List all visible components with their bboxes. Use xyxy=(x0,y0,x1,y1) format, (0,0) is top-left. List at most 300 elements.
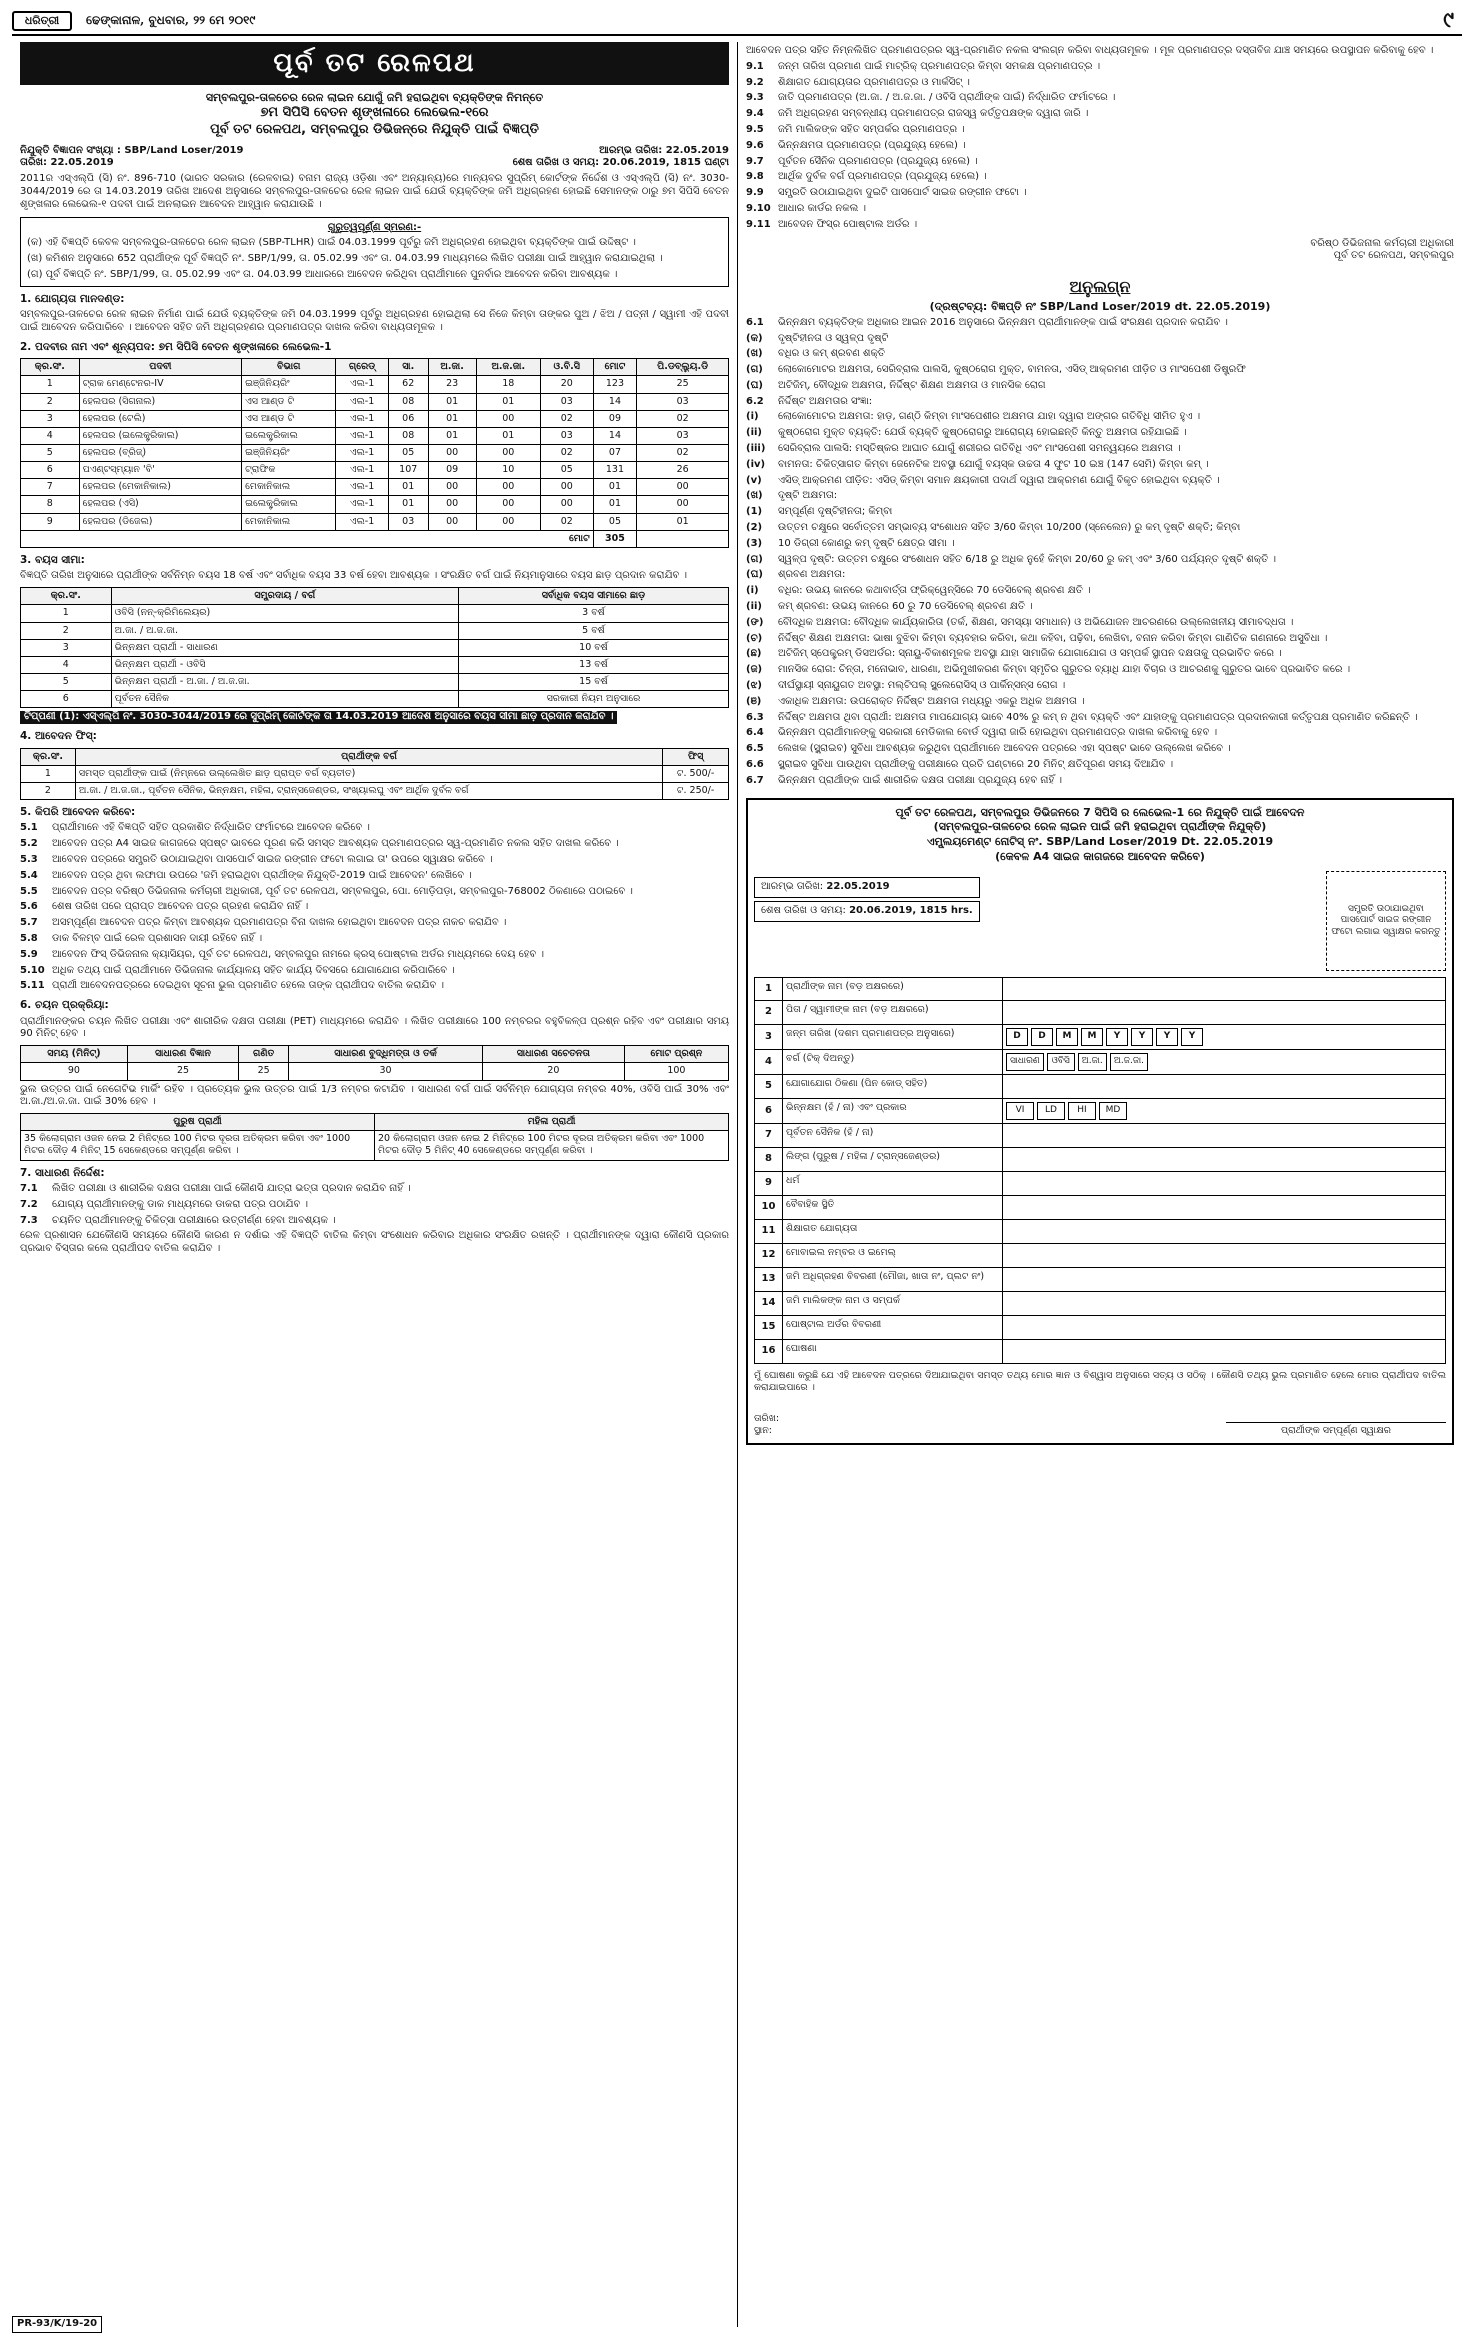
list-item-text: ଲୋକୋମୋଟର ଅକ୍ଷମତା, ସେରିବ୍ରାଲ ପାଲସି, କୁଷ୍ଠରୋଗ ମୁକ୍ତ, ବାମନତା, ଏସିଡ୍ ଆକ୍ରମଣ ପୀଡ଼ିତ ଓ ମାଂସପେଶୀ ଡିଷ୍ଟ୍ରଫି xyxy=(778,364,1246,376)
table-cell: 4 xyxy=(21,427,80,444)
form-close-date-box: ଶେଷ ତାରିଖ ଓ ସମୟ: 20.06.2019, 1815 hrs. xyxy=(754,901,980,922)
general-paragraph: ରେଳ ପ୍ରଶାସନ ଯେକୌଣସି ସମୟରେ କୌଣସି କାରଣ ନ ଦର୍ଶାଇ ଏହି ବିଜ୍ଞପ୍ତି ବାତିଲ କିମ୍ବା ସଂଶୋଧନ କରିବାର ଅଧିକାର ସଂରକ୍ଷିତ ରଖନ୍ତି । ପ୍ରାର୍ଥୀମାନଙ୍କ ଦ୍ୱାରା କୌଣସି ପ୍ରକାର ପ୍ରଭାବ ବିସ୍ତାର କଲେ ପ୍ରାର୍ଥୀପଦ ବାତିଲ କରାଯିବ । xyxy=(20,1230,729,1255)
table-cell: 20 xyxy=(540,376,593,393)
list-item-text: ସେରିବ୍ରାଲ ପାଲସି: ମସ୍ତିଷ୍କର ଆଘାତ ଯୋଗୁଁ ଶରୀରର ଗତିବିଧି ଏବଂ ମାଂସପେଶୀ ସମନ୍ୱୟରେ ଅକ୍ଷମତା । xyxy=(778,443,1181,455)
list-item-text: ଆବେଦନ ଫିସ୍ ଡିଭିଜନାଲ କ୍ୟାସିୟର, ପୂର୍ବ ତଟ ରେଳପଥ, ସମ୍ବଲପୁର ନାମରେ କ୍ରସ୍ ପୋଷ୍ଟାଲ ଅର୍ଡର ମାଧ୍ୟମରେ ଦେୟ ହେବ । xyxy=(52,948,545,960)
form-row xyxy=(754,1075,1446,1099)
annexure-list xyxy=(746,317,1454,788)
form-row-number: 15 xyxy=(755,1316,783,1339)
dob-cell: M xyxy=(1081,1028,1103,1046)
list-item xyxy=(746,680,1454,693)
list-item-text: ଶେଷ ତାରିଖ ପରେ ପ୍ରାପ୍ତ ଆବେଦନ ପତ୍ର ଗ୍ରହଣ କରାଯିବ ନାହିଁ । xyxy=(52,901,309,913)
list-item-number: (v) xyxy=(746,474,762,486)
section-age-text: ବିଜ୍ଞପ୍ତି ତାରିଖ ଅନୁସାରେ ପ୍ରାର୍ଥୀଙ୍କ ସର୍ବନିମ୍ନ ବୟସ 18 ବର୍ଷ ଏବଂ ସର୍ବାଧିକ ବୟସ 33 ବର୍ଷ ହେବା ଆବଶ୍ୟକ । ସଂରକ୍ଷିତ ବର୍ଗ ପାଇଁ ନିୟମାନୁସାରେ ବୟସ ଛାଡ଼ ପ୍ରଦାନ କରାଯିବ । xyxy=(20,570,688,582)
form-row-label: ଜମି ମାଲିକଙ୍କ ନାମ ଓ ସମ୍ପର୍କ xyxy=(783,1292,1003,1315)
list-item-number: 5.1 xyxy=(20,822,38,834)
form-row-value[interactable] xyxy=(1003,1172,1445,1195)
table-cell: 6 xyxy=(21,691,112,708)
list-item-number: (ଘ) xyxy=(746,379,763,391)
form-row-label: ବୈବାହିକ ସ୍ଥିତି xyxy=(783,1196,1003,1219)
table-cell: 09 xyxy=(593,410,637,427)
table-cell: ହେଲପର (ଟେଲି) xyxy=(79,410,242,427)
table-cell: 00 xyxy=(476,513,540,530)
table-total-value: 305 xyxy=(593,530,637,547)
table-cell: ଏଲ-1 xyxy=(336,393,389,410)
list-item-number: (ii) xyxy=(746,427,762,439)
form-row-number: 16 xyxy=(755,1340,783,1363)
form-row-value[interactable] xyxy=(1003,1292,1445,1315)
table-cell: 5 xyxy=(21,445,80,462)
table-row xyxy=(21,673,729,690)
dob-cell: D xyxy=(1006,1028,1028,1046)
list-item-number: 6.3 xyxy=(746,711,764,723)
documents-list xyxy=(746,61,1454,232)
list-item xyxy=(20,822,729,835)
list-item xyxy=(20,854,729,867)
important-item: (ଗ) ପୂର୍ବ ବିଜ୍ଞପ୍ତି ନଂ. SBP/1/99, ତା. 05.02.99 ଏବଂ ତା. 04.03.99 ଆଧାରରେ ଆବେଦନ କରିଥିବା ପ୍ରାର୍ଥୀମାନେ ପୁନର୍ବାର ଆବେଦନ କରିବା ଆବଶ୍ୟକ । xyxy=(27,268,618,280)
table-cell: 2 xyxy=(21,393,80,410)
table-cell: 13 ବର୍ଷ xyxy=(458,656,728,673)
signoff xyxy=(746,238,1454,264)
form-row-number: 4 xyxy=(755,1050,783,1074)
table-cell: ଇଲେକ୍ଟ୍ରିକାଲ xyxy=(242,496,336,513)
table-cell: ପୂର୍ବତନ ସୈନିକ xyxy=(111,691,458,708)
table-cell: ଟ. 250/- xyxy=(663,782,729,799)
table-cell: 3 xyxy=(21,410,80,427)
section-selection-text: ପ୍ରାର୍ଥୀମାନଙ୍କର ଚୟନ ଲିଖିତ ପରୀକ୍ଷା ଏବଂ ଶାରୀରିକ ଦକ୍ଷତା ପରୀକ୍ଷା (PET) ମାଧ୍ୟମରେ କରାଯିବ । ଲିଖିତ ପରୀକ୍ଷାରେ 100 ନମ୍ବରର ବହୁବିକଳ୍ପ ପ୍ରଶ୍ନ ରହିବ ଏବଂ ପରୀକ୍ଷାର ସମୟ 90 ମିନିଟ୍ ହେବ । xyxy=(20,1015,729,1040)
list-item-number: (2) xyxy=(746,522,763,534)
list-item xyxy=(746,601,1454,614)
list-item xyxy=(746,569,1454,582)
table-cell: ଭିନ୍ନକ୍ଷମ ପ୍ରାର୍ଥୀ - ଅ.ଜା. / ଅ.ଜ.ଜା. xyxy=(111,673,458,690)
list-item xyxy=(746,203,1454,216)
form-header xyxy=(754,806,1446,865)
table-cell: ମେକାନିକାଲ xyxy=(242,513,336,530)
table-cell: 25 xyxy=(239,1063,289,1080)
list-item xyxy=(746,696,1454,709)
table-cell: 4 xyxy=(21,656,112,673)
list-item-number: (ଖ) xyxy=(746,490,763,502)
table-cell: ଭିନ୍ନକ୍ଷମ ପ୍ରାର୍ଥୀ - ଓବିସି xyxy=(111,656,458,673)
list-item xyxy=(20,917,729,930)
table-cell: 06 xyxy=(388,410,428,427)
list-item xyxy=(746,648,1454,661)
form-row xyxy=(754,1001,1446,1025)
list-item xyxy=(746,743,1454,756)
table-cell: 5 ବର୍ଷ xyxy=(458,622,728,639)
table-cell: 8 xyxy=(21,496,80,513)
form-row xyxy=(754,1172,1446,1196)
form-row-number: 11 xyxy=(755,1220,783,1243)
table-cell: 05 xyxy=(388,445,428,462)
notice-intro: 2011ର ଏସ୍‌ଏଲ୍‌ପି (ସି) ନଂ. 896-710 (ଭାରତ ସରକାର (ରେଳବାଇ) ବନାମ ରାଜ୍ୟ ଓଡ଼ିଶା ଏବଂ ଅନ୍ୟାନ୍ୟ)ରେ ମାନ୍ୟବର ସୁପ୍ରିମ୍ କୋର୍ଟଙ୍କ ନିର୍ଦ୍ଦେଶ ଓ ଏସ୍‌ଏଲ୍‌ପି (ସି) ନଂ. 3030-3044/2019 ରେ ତା 14.03.2019 ତାରିଖ ଆଦେଶ ଅନୁସାରେ ସମ୍ବଲପୁର-ତାଳଚେର ରେଳ ଲାଇନ ପାଇଁ ଯେଉଁ ବ୍ୟକ୍ତିଙ୍କ ଜମି ଅଧିଗ୍ରହଣ ହୋଇଛି ସେମାନଙ୍କ ଠାରୁ ୭ମ ସିପିସି ବେତନ ଶୃଙ୍ଖଳାର ଲେଭେଲ-୧ ପଦବୀ ପାଇଁ ଅନଲାଇନ ଆବେଦନ ଆହ୍ୱାନ କରାଯାଉଛି । xyxy=(20,173,729,210)
table-cell: 02 xyxy=(637,445,729,462)
list-item xyxy=(746,411,1454,424)
list-item-text: ଉତ୍ତମ ଚକ୍ଷୁରେ ସର୍ବୋତ୍ତମ ସମ୍ଭାବ୍ୟ ସଂଶୋଧନ ସହିତ 3/60 କିମ୍ବା 10/200 (ସ୍ନେଲେନ) ରୁ କମ୍ ଦୃଷ୍ଟି ଶକ୍ତି; କିମ୍ବା xyxy=(778,522,1241,534)
annexure-subtitle: (ଦ୍ରଷ୍ଟବ୍ୟ: ବିଜ୍ଞପ୍ତି ନଂ SBP/Land Loser/2019 dt. 22.05.2019) xyxy=(929,299,1271,313)
list-item-number: (i) xyxy=(746,585,759,597)
list-item-text: ମାନସିକ ରୋଗ: ଚିନ୍ତା, ମନୋଭାବ, ଧାରଣା, ଅଭିମୁଖୀକରଣ କିମ୍ବା ସ୍ମୃତିର ଗୁରୁତର ବ୍ୟାଧି ଯାହା ବିଚାର ଓ ଆଚରଣକୁ ଗୁରୁତର ଭାବେ ପ୍ରଭାବିତ କରେ । xyxy=(778,664,1351,676)
release-code: PR-93/K/19-20 xyxy=(12,2316,102,2333)
form-row xyxy=(754,977,1446,1001)
notification-number: ନିଯୁକ୍ତି ବିଜ୍ଞାପନ ସଂଖ୍ୟା : SBP/Land Loser/2019 xyxy=(20,144,244,156)
annexure-title: ଅନୁଲଗ୍ନ xyxy=(1069,277,1131,297)
dob-cell: Y xyxy=(1106,1028,1128,1046)
table-cell: 07 xyxy=(593,445,637,462)
list-item-text: ଆବେଦନ ପତ୍ର A4 ସାଇଜ କାଗଜରେ ସ୍ପଷ୍ଟ ଭାବରେ ପୂରଣ କରି ସମସ୍ତ ଆବଶ୍ୟକ ପ୍ରମାଣପତ୍ରର ସ୍ୱ-ପ୍ରମାଣିତ ନକଲ ସହିତ ଦାଖଲ କରିବେ । xyxy=(52,838,619,850)
important-title: ଗୁରୁତ୍ୱପୂର୍ଣ୍ଣ ସ୍ମରଣ:- xyxy=(327,221,422,233)
table-cell: 10 xyxy=(476,462,540,479)
notice-subhead-2: ୭ମ ସିପିସି ବେତନ ଶୃଙ୍ଖଳାରେ ଲେଭେଲ-୧ରେ xyxy=(260,105,489,121)
list-item-text: ଆର୍ଥିକ ଦୁର୍ବଳ ବର୍ଗ ପ୍ରମାଣପତ୍ର (ପ୍ରଯୁଜ୍ୟ ହେଲେ) । xyxy=(778,171,987,183)
form-row-value[interactable] xyxy=(1003,1099,1445,1123)
list-item-text: ସମ୍ପ୍ରତି ଉଠାଯାଇଥିବା ଦୁଇଟି ପାସପୋର୍ଟ ସାଇଜ ରଙ୍ଗୀନ ଫଟୋ । xyxy=(778,187,1027,199)
table-row xyxy=(21,639,729,656)
table-header-cell: କ୍ର.ସଂ. xyxy=(21,748,76,765)
table-cell: 00 xyxy=(637,496,729,513)
list-item-text: ଯୋଗ୍ୟ ପ୍ରାର୍ଥୀମାନଙ୍କୁ ଡାକ ମାଧ୍ୟମରେ ଡାକରା ପତ୍ର ପଠାଯିବ । xyxy=(52,1198,308,1210)
list-item xyxy=(746,219,1454,232)
table-cell: ଏଲ-1 xyxy=(336,513,389,530)
list-item xyxy=(746,490,1454,503)
list-item-number: 5.7 xyxy=(20,917,38,929)
list-item xyxy=(746,140,1454,153)
form-row-value[interactable] xyxy=(1003,1244,1445,1267)
table-cell: ମେକାନିକାଲ xyxy=(242,479,336,496)
table-cell: 7 xyxy=(21,479,80,496)
list-item-number: (ଙ) xyxy=(746,616,764,628)
table-cell: ହେଲପର (ଏସି) xyxy=(79,496,242,513)
table-cell: ଟ. 500/- xyxy=(663,765,729,782)
important-list xyxy=(27,237,722,281)
list-item-text: ଲେଖକ (ସ୍କ୍ରାଇବ) ସୁବିଧା ଆବଶ୍ୟକ କରୁଥିବା ପ୍ରାର୍ଥୀମାନେ ଆବେଦନ ପତ୍ରରେ ଏହା ସ୍ପଷ୍ଟ ଭାବେ ଉଲ୍ଲେଖ କରିବେ । xyxy=(778,743,1231,755)
list-item xyxy=(746,775,1454,788)
list-item-number: 6.4 xyxy=(746,727,764,739)
form-date-label: ତାରିଖ: xyxy=(754,1413,780,1425)
table-cell: ଭିନ୍ନକ୍ଷମ ପ୍ରାର୍ଥୀ - ସାଧାରଣ xyxy=(111,639,458,656)
table-cell: 00 xyxy=(428,513,476,530)
notice-meta xyxy=(20,145,729,171)
table-header-cell: ପି.ଡବ୍ଲ୍ୟୁ.ଡି xyxy=(637,359,729,376)
form-row-number: 5 xyxy=(755,1075,783,1098)
table-cell: 08 xyxy=(388,393,428,410)
list-item-text: ଦୀର୍ଘସ୍ଥାୟୀ ସ୍ନାୟୁଗତ ଅବସ୍ଥା: ମଲ୍ଟିପଲ୍ ସ୍କ୍ଲେରୋସିସ୍ ଓ ପାର୍କିନ୍‌ସନ୍ସ ରୋଗ । xyxy=(778,680,1066,692)
list-item-number: (iii) xyxy=(746,443,766,455)
list-item xyxy=(746,475,1454,488)
table-header-cell: ସାଧାରଣ ସଚେତନତା xyxy=(482,1046,624,1063)
list-item-text: ସମ୍ପୂର୍ଣ୍ଣ ଦୃଷ୍ଟିହୀନତା; କିମ୍ବା xyxy=(778,506,893,518)
form-row xyxy=(754,1148,1446,1172)
table-cell: ହେଲପର (ଡିଜେଲ) xyxy=(79,513,242,530)
table-row xyxy=(21,427,729,444)
list-item-number: 6.1 xyxy=(746,316,764,328)
list-item-number: 9.1 xyxy=(746,60,764,72)
table-cell: ଟ୍ରାକ ମେଣ୍ଟେନର-IV xyxy=(79,376,242,393)
signoff-designation: ବରିଷ୍ଠ ଡିଭିଜନାଲ କର୍ମଚାରୀ ଅଧିକାରୀ xyxy=(1310,237,1454,249)
list-item-number: (3) xyxy=(746,537,763,549)
list-item-number: 9.8 xyxy=(746,171,764,183)
form-row-label: ପ୍ରାର୍ଥୀଙ୍କ ନାମ (ବଡ଼ ଅକ୍ଷରରେ) xyxy=(783,978,1003,1000)
table-cell: 15 ବର୍ଷ xyxy=(458,673,728,690)
list-item xyxy=(746,617,1454,630)
list-item-text: ଆବେଦନ ଫିସ୍‌ର ପୋଷ୍ଟାଲ ଅର୍ଡର । xyxy=(778,218,918,230)
section-eligibility-title: 1. ଯୋଗ୍ୟତା ମାନଦଣ୍ଡ: xyxy=(20,292,125,305)
form-row-value[interactable] xyxy=(1003,1220,1445,1243)
table-cell: ଇଞ୍ଜିନିୟରିଂ xyxy=(242,376,336,393)
form-row-value[interactable] xyxy=(1003,1196,1445,1219)
form-row xyxy=(754,1340,1446,1364)
form-row xyxy=(754,1244,1446,1268)
table-row xyxy=(21,410,729,427)
form-row xyxy=(754,1268,1446,1292)
form-row-label: ଘୋଷଣା xyxy=(783,1340,1003,1363)
table-cell: 05 xyxy=(540,462,593,479)
list-item xyxy=(746,443,1454,456)
list-item xyxy=(20,933,729,946)
table-cell: 00 xyxy=(476,479,540,496)
list-item xyxy=(746,712,1454,725)
notice-date: ତାରିଖ: 22.05.2019 xyxy=(20,157,114,169)
table-row xyxy=(21,765,729,782)
form-row-label: ଲିଙ୍ଗ (ପୁରୁଷ / ମହିଳା / ଟ୍ରାନ୍ସଜେଣ୍ଡର) xyxy=(783,1148,1003,1171)
table-row xyxy=(21,605,729,622)
form-row-value[interactable] xyxy=(1003,1340,1445,1363)
list-item-number: (ଚ) xyxy=(746,632,763,644)
table-cell: 01 xyxy=(388,479,428,496)
pwd-type-checkbox: MD xyxy=(1099,1102,1127,1120)
table-row xyxy=(21,462,729,479)
list-item xyxy=(746,554,1454,567)
list-item-text: ବଧିର ଓ କମ୍ ଶ୍ରବଣ ଶକ୍ତି xyxy=(778,348,886,360)
form-row-label: ଜମି ଅଧିଗ୍ରହଣ ବିବରଣୀ (ମୌଜା, ଖାତା ନଂ, ପ୍ଲଟ ନଂ) xyxy=(783,1268,1003,1291)
list-item-number: 9.2 xyxy=(746,76,764,88)
form-row-value[interactable] xyxy=(1003,1268,1445,1291)
form-row xyxy=(754,1196,1446,1220)
table-cell: 01 xyxy=(476,427,540,444)
dob-cell: D xyxy=(1031,1028,1053,1046)
list-item-text: ନିର୍ଦ୍ଦିଷ୍ଟ ଅକ୍ଷମତା ଥିବା ପ୍ରାର୍ଥୀ: ଅକ୍ଷମତା ମାପଯୋଗ୍ୟ ଭାବେ 40% ରୁ କମ୍ ନ ଥିବା ବ୍ୟକ୍ତି ଏବଂ ଯାହାଙ୍କୁ ପ୍ରମାଣପତ୍ର ପ୍ରଦାନକାରୀ କର୍ତ୍ତୃପକ୍ଷ ପ୍ରମାଣିତ କରିଛନ୍ତି । xyxy=(778,711,1418,723)
form-row-number: 14 xyxy=(755,1292,783,1315)
section-vacancy-title: 2. ପଦବୀର ନାମ ଏବଂ ଶୂନ୍ୟପଦ: ୭ମ ସିପିସି ବେତନ ଶୃଙ୍ଖଳାରେ ଲେଭେଲ-1 xyxy=(20,340,332,353)
section-howto-title: 5. କିପରି ଆବେଦନ କରିବେ: xyxy=(20,805,136,818)
table-row xyxy=(21,496,729,513)
dob-cell: Y xyxy=(1181,1028,1203,1046)
table-header-cell: ପ୍ରାର୍ଥୀଙ୍କ ବର୍ଗ xyxy=(75,748,662,765)
photo-box[interactable]: ସମ୍ପ୍ରତି ଉଠାଯାଇଥିବା ପାସପୋର୍ଟ ସାଇଜ ରଙ୍ଗୀନ ଫଟୋ ଲଗାଇ ସ୍ୱାକ୍ଷର କରନ୍ତୁ xyxy=(1326,871,1446,971)
pwd-type-checkbox: VI xyxy=(1006,1102,1034,1120)
table-row xyxy=(21,622,729,639)
list-item-number: 9.7 xyxy=(746,155,764,167)
form-open-date-box: ଆରମ୍ଭ ତାରିଖ: 22.05.2019 xyxy=(754,877,980,898)
form-row-value[interactable] xyxy=(1003,1075,1445,1098)
table-cell: 90 xyxy=(21,1063,128,1080)
table-cell: 100 xyxy=(624,1063,728,1080)
vacancy-table xyxy=(20,358,729,548)
form-row-number: 6 xyxy=(755,1099,783,1123)
table-header-cell: ମହିଳା ପ୍ରାର୍ଥୀ xyxy=(375,1114,729,1131)
table-cell: 05 xyxy=(593,513,637,530)
list-item-text: ଶିକ୍ଷାଗତ ଯୋଗ୍ୟତାର ପ୍ରମାଣପତ୍ର ଓ ମାର୍କସିଟ୍ । xyxy=(778,76,970,88)
list-item-number: (i) xyxy=(746,411,759,423)
list-item-number: (ଗ) xyxy=(746,364,763,376)
table-cell: 01 xyxy=(428,393,476,410)
form-row-number: 9 xyxy=(755,1172,783,1195)
list-item xyxy=(746,77,1454,90)
list-item-text: ଆବେଦନ ପତ୍ରରେ ସମ୍ପ୍ରତି ଉଠାଯାଇଥିବା ପାସପୋର୍ଟ ସାଇଜ ରଙ୍ଗୀନ ଫଟୋ ଲଗାଇ ତା' ଉପରେ ସ୍ୱାକ୍ଷର କରିବେ । xyxy=(52,854,493,866)
table-cell: 3 xyxy=(21,639,112,656)
list-item-number: 9.3 xyxy=(746,92,764,104)
list-item xyxy=(746,333,1454,346)
table-row xyxy=(21,656,729,673)
form-row xyxy=(754,1124,1446,1148)
list-item-text: ଆଧାର କାର୍ଡର ନକଲ । xyxy=(778,202,866,214)
table-cell: 1 xyxy=(21,765,76,782)
declaration-text: ମୁଁ ଘୋଷଣା କରୁଛି ଯେ ଏହି ଆବେଦନ ପତ୍ରରେ ଦିଆଯାଇଥିବା ସମସ୍ତ ତଥ୍ୟ ମୋର ଜ୍ଞାନ ଓ ବିଶ୍ୱାସ ଅନୁସାରେ ସତ୍ୟ ଓ ସଠିକ୍ । କୌଣସି ତଥ୍ୟ ଭୁଲ ପ୍ରମାଣିତ ହେଲେ ମୋର ପ୍ରାର୍ଥୀପଦ ବାତିଲ କରାଯାଇପାରେ । xyxy=(754,1369,1446,1394)
list-item xyxy=(746,459,1454,472)
notice-banner: ପୂର୍ବ ତଟ ରେଳପଥ xyxy=(20,42,729,85)
signoff-office: ପୂର୍ବ ତଟ ରେଳପଥ, ସମ୍ବଲପୁର xyxy=(1333,250,1454,262)
table-cell: 2 xyxy=(21,622,112,639)
table-cell: 14 xyxy=(593,393,637,410)
table-cell: 03 xyxy=(540,393,593,410)
list-item-text: ଜମି ମାଲିକଙ୍କ ସହିତ ସମ୍ପର୍କର ପ୍ରମାଣପତ୍ର । xyxy=(778,123,965,135)
list-item-text: କମ୍ ଶ୍ରବଣ: ଉଭୟ କାନରେ 60 ରୁ 70 ଡେସିବେଲ୍ ଶ୍ରବଣ କ୍ଷତି । xyxy=(778,601,1033,613)
table-cell: 2 xyxy=(21,782,76,799)
list-item-text: ଜନ୍ମ ତାରିଖ ପ୍ରମାଣ ପାଇଁ ମାଟ୍ରିକ୍ ପ୍ରମାଣପତ୍ର କିମ୍ବା ସମକକ୍ଷ ପ୍ରମାଣପତ୍ର । xyxy=(778,60,1101,72)
form-row-value[interactable] xyxy=(1003,1001,1445,1024)
form-row-number: 1 xyxy=(755,978,783,1000)
exam-pattern-table xyxy=(20,1045,729,1080)
table-cell: ହେଲପର (ବ୍ରିଜ୍) xyxy=(79,445,242,462)
list-item-text: ନିର୍ଦ୍ଦିଷ୍ଟ ଶିକ୍ଷଣ ଅକ୍ଷମତା: ଭାଷା ବୁଝିବା କିମ୍ବା ବ୍ୟବହାର କରିବା, କଥା କହିବା, ପଢ଼ିବା, ଲେଖିବା, ବନାନ କରିବା କିମ୍ବା ଗାଣିତିକ ଗଣନାରେ ଅସୁବିଧା । xyxy=(778,632,1328,644)
table-cell: 00 xyxy=(540,496,593,513)
table-header-cell: ଅ.ଜ.ଜା. xyxy=(476,359,540,376)
table-cell: 01 xyxy=(593,496,637,513)
list-item xyxy=(20,1215,729,1228)
list-item xyxy=(746,348,1454,361)
pet-table xyxy=(20,1113,729,1160)
section-age-title: 3. ବୟସ ସୀମା: xyxy=(20,553,85,566)
list-item xyxy=(746,727,1454,740)
form-row-number: 8 xyxy=(755,1148,783,1171)
form-row xyxy=(754,1050,1446,1075)
form-row-value[interactable] xyxy=(1003,1050,1445,1074)
list-item xyxy=(746,759,1454,772)
table-cell: 3 ବର୍ଷ xyxy=(458,605,728,622)
form-row-value[interactable] xyxy=(1003,1124,1445,1147)
form-row-value[interactable] xyxy=(1003,978,1445,1000)
list-item-number: 5.9 xyxy=(20,948,38,960)
table-cell: 00 xyxy=(476,445,540,462)
list-item-number: 5.5 xyxy=(20,885,38,897)
form-row-value[interactable] xyxy=(1003,1148,1445,1171)
signature-line[interactable]: ପ୍ରାର୍ଥୀଙ୍କ ସମ୍ପୂର୍ଣ୍ଣ ସ୍ୱାକ୍ଷର xyxy=(1226,1422,1446,1437)
newspaper-logo: ଧରିତ୍ରୀ xyxy=(12,11,72,31)
list-item-number: 9.10 xyxy=(746,202,771,214)
list-item-number: 6.2 xyxy=(746,395,764,407)
list-item-text: ପ୍ରାର୍ଥୀ ଆବେଦନପତ୍ରରେ ଦେଇଥିବା ସୂଚନା ଭୁଲ ପ୍ରମାଣିତ ହେଲେ ତାଙ୍କ ପ୍ରାର୍ଥୀପଦ ବାତିଲ କରାଯିବ । xyxy=(52,980,444,992)
table-cell: 00 xyxy=(637,479,729,496)
list-item xyxy=(746,427,1454,440)
list-item-number: 6.6 xyxy=(746,759,764,771)
form-row-label: ଧର୍ମ xyxy=(783,1172,1003,1195)
table-row xyxy=(21,445,729,462)
application-form xyxy=(746,798,1454,1446)
table-header-cell: ସାଧାରଣ ବିଜ୍ଞାନ xyxy=(127,1046,238,1063)
list-item xyxy=(20,886,729,899)
list-item-number: 9.5 xyxy=(746,123,764,135)
list-item xyxy=(20,1199,729,1212)
form-row-label: ଜନ୍ମ ତାରିଖ (ଦଶମ ପ୍ରମାଣପତ୍ର ଅନୁସାରେ) xyxy=(783,1025,1003,1049)
table-cell: ଏଲ-1 xyxy=(336,376,389,393)
list-item-number: 7.3 xyxy=(20,1214,38,1226)
list-item-number: 5.3 xyxy=(20,854,38,866)
age-note xyxy=(20,711,729,724)
list-item-number: (ଛ) xyxy=(746,648,762,660)
list-item-text: ଲୋକୋମୋଟର ଅକ୍ଷମତା: ହାଡ଼, ଗଣ୍ଠି କିମ୍ବା ମାଂସପେଶୀର ଅକ୍ଷମତା ଯାହା ଦ୍ୱାରା ଅଙ୍ଗର ଗତିବିଧି ସୀମିତ ହୁଏ । xyxy=(778,411,1201,423)
dob-cell: Y xyxy=(1131,1028,1153,1046)
list-item-text: ଏକାଧିକ ଅକ୍ଷମତା: ଉପରୋକ୍ତ ନିର୍ଦ୍ଦିଷ୍ଟ ଅକ୍ଷମତା ମଧ୍ୟରୁ ଏକରୁ ଅଧିକ ଅକ୍ଷମତା । xyxy=(778,695,1085,707)
list-item-text: ଶ୍ରବଣ ଅକ୍ଷମତା: xyxy=(778,569,846,581)
list-item-text: ପ୍ରାର୍ଥୀମାନେ ଏହି ବିଜ୍ଞପ୍ତି ସହିତ ପ୍ରକାଶିତ ନିର୍ଦ୍ଧାରିତ ଫର୍ମାଟରେ ଆବେଦନ କରିବେ । xyxy=(52,822,370,834)
table-cell: 107 xyxy=(388,462,428,479)
list-item-text: ଚୟନିତ ପ୍ରାର୍ଥୀମାନଙ୍କୁ ଚିକିତ୍ସା ପରୀକ୍ଷାରେ ଉତ୍ତୀର୍ଣ୍ଣ ହେବା ଆବଶ୍ୟକ । xyxy=(52,1214,336,1226)
table-cell: 03 xyxy=(388,513,428,530)
list-item xyxy=(20,838,729,851)
age-relaxation-table xyxy=(20,587,729,708)
form-row-number: 12 xyxy=(755,1244,783,1267)
form-row-label: ବର୍ଗ (ଟିକ୍ ଦିଅନ୍ତୁ) xyxy=(783,1050,1003,1074)
masthead xyxy=(12,8,1462,36)
opening-date: ଆରମ୍ଭ ତାରିଖ: 22.05.2019 xyxy=(599,144,729,156)
table-header-cell: ଓ.ବି.ସି xyxy=(540,359,593,376)
table-cell: 02 xyxy=(637,410,729,427)
form-row-number: 3 xyxy=(755,1025,783,1049)
form-dates xyxy=(754,877,980,922)
list-item-number: 5.10 xyxy=(20,964,45,976)
table-cell: 18 xyxy=(476,376,540,393)
list-item xyxy=(746,317,1454,330)
table-cell: ଏସ ଆଣ୍ଡ ଟି xyxy=(242,393,336,410)
notice-subhead-1: ସମ୍ବଲପୁର-ତାଳଚେର ରେଳ ଲାଇନ ଯୋଗୁଁ ଜମି ହରାଇଥିବା ବ୍ୟକ୍ତିଙ୍କ ନିମନ୍ତେ xyxy=(205,91,544,105)
table-header-cell: ଫିସ୍ xyxy=(663,748,729,765)
table-cell: 01 xyxy=(388,496,428,513)
pwd-type-checkbox: LD xyxy=(1037,1102,1065,1120)
list-item xyxy=(746,187,1454,200)
content-columns xyxy=(12,42,1462,2327)
form-row-label: ଭିନ୍ନକ୍ଷମ (ହଁ / ନା) ଏବଂ ପ୍ରକାର xyxy=(783,1099,1003,1123)
form-row-label: ପୂର୍ବତନ ସୈନିକ (ହଁ / ନା) xyxy=(783,1124,1003,1147)
form-row xyxy=(754,1099,1446,1124)
important-box xyxy=(20,217,729,287)
list-item-text: ସ୍କ୍ରାଇବ ସୁବିଧା ପାଉଥିବା ପ୍ରାର୍ଥୀଙ୍କୁ ପରୀକ୍ଷାରେ ପ୍ରତି ଘଣ୍ଟାରେ 20 ମିନିଟ୍ କ୍ଷତିପୂରଣ ସମୟ ଦିଆଯିବ । xyxy=(778,759,1174,771)
table-cell: ଏଲ-1 xyxy=(336,462,389,479)
table-cell: 62 xyxy=(388,376,428,393)
list-item-text: ଭିନ୍ନକ୍ଷମ ପ୍ରାର୍ଥୀଙ୍କ ପାଇଁ ଶାରୀରିକ ଦକ୍ଷତା ପରୀକ୍ଷା ପ୍ରଯୁଜ୍ୟ ହେବ ନାହିଁ । xyxy=(778,774,1062,786)
form-row-label: ପୋଷ୍ଟାଲ ଅର୍ଡର ବିବରଣୀ xyxy=(783,1316,1003,1339)
table-cell: 25 xyxy=(637,376,729,393)
form-rows xyxy=(754,977,1446,1364)
dob-cell: Y xyxy=(1156,1028,1178,1046)
list-item xyxy=(746,380,1454,393)
table-cell: 08 xyxy=(388,427,428,444)
list-item xyxy=(20,870,729,883)
form-row-value[interactable] xyxy=(1003,1316,1445,1339)
form-row-value[interactable] xyxy=(1003,1025,1445,1049)
list-item-number: (iv) xyxy=(746,458,766,470)
table-header-cell: ବିଭାଗ xyxy=(242,359,336,376)
list-item xyxy=(746,538,1454,551)
